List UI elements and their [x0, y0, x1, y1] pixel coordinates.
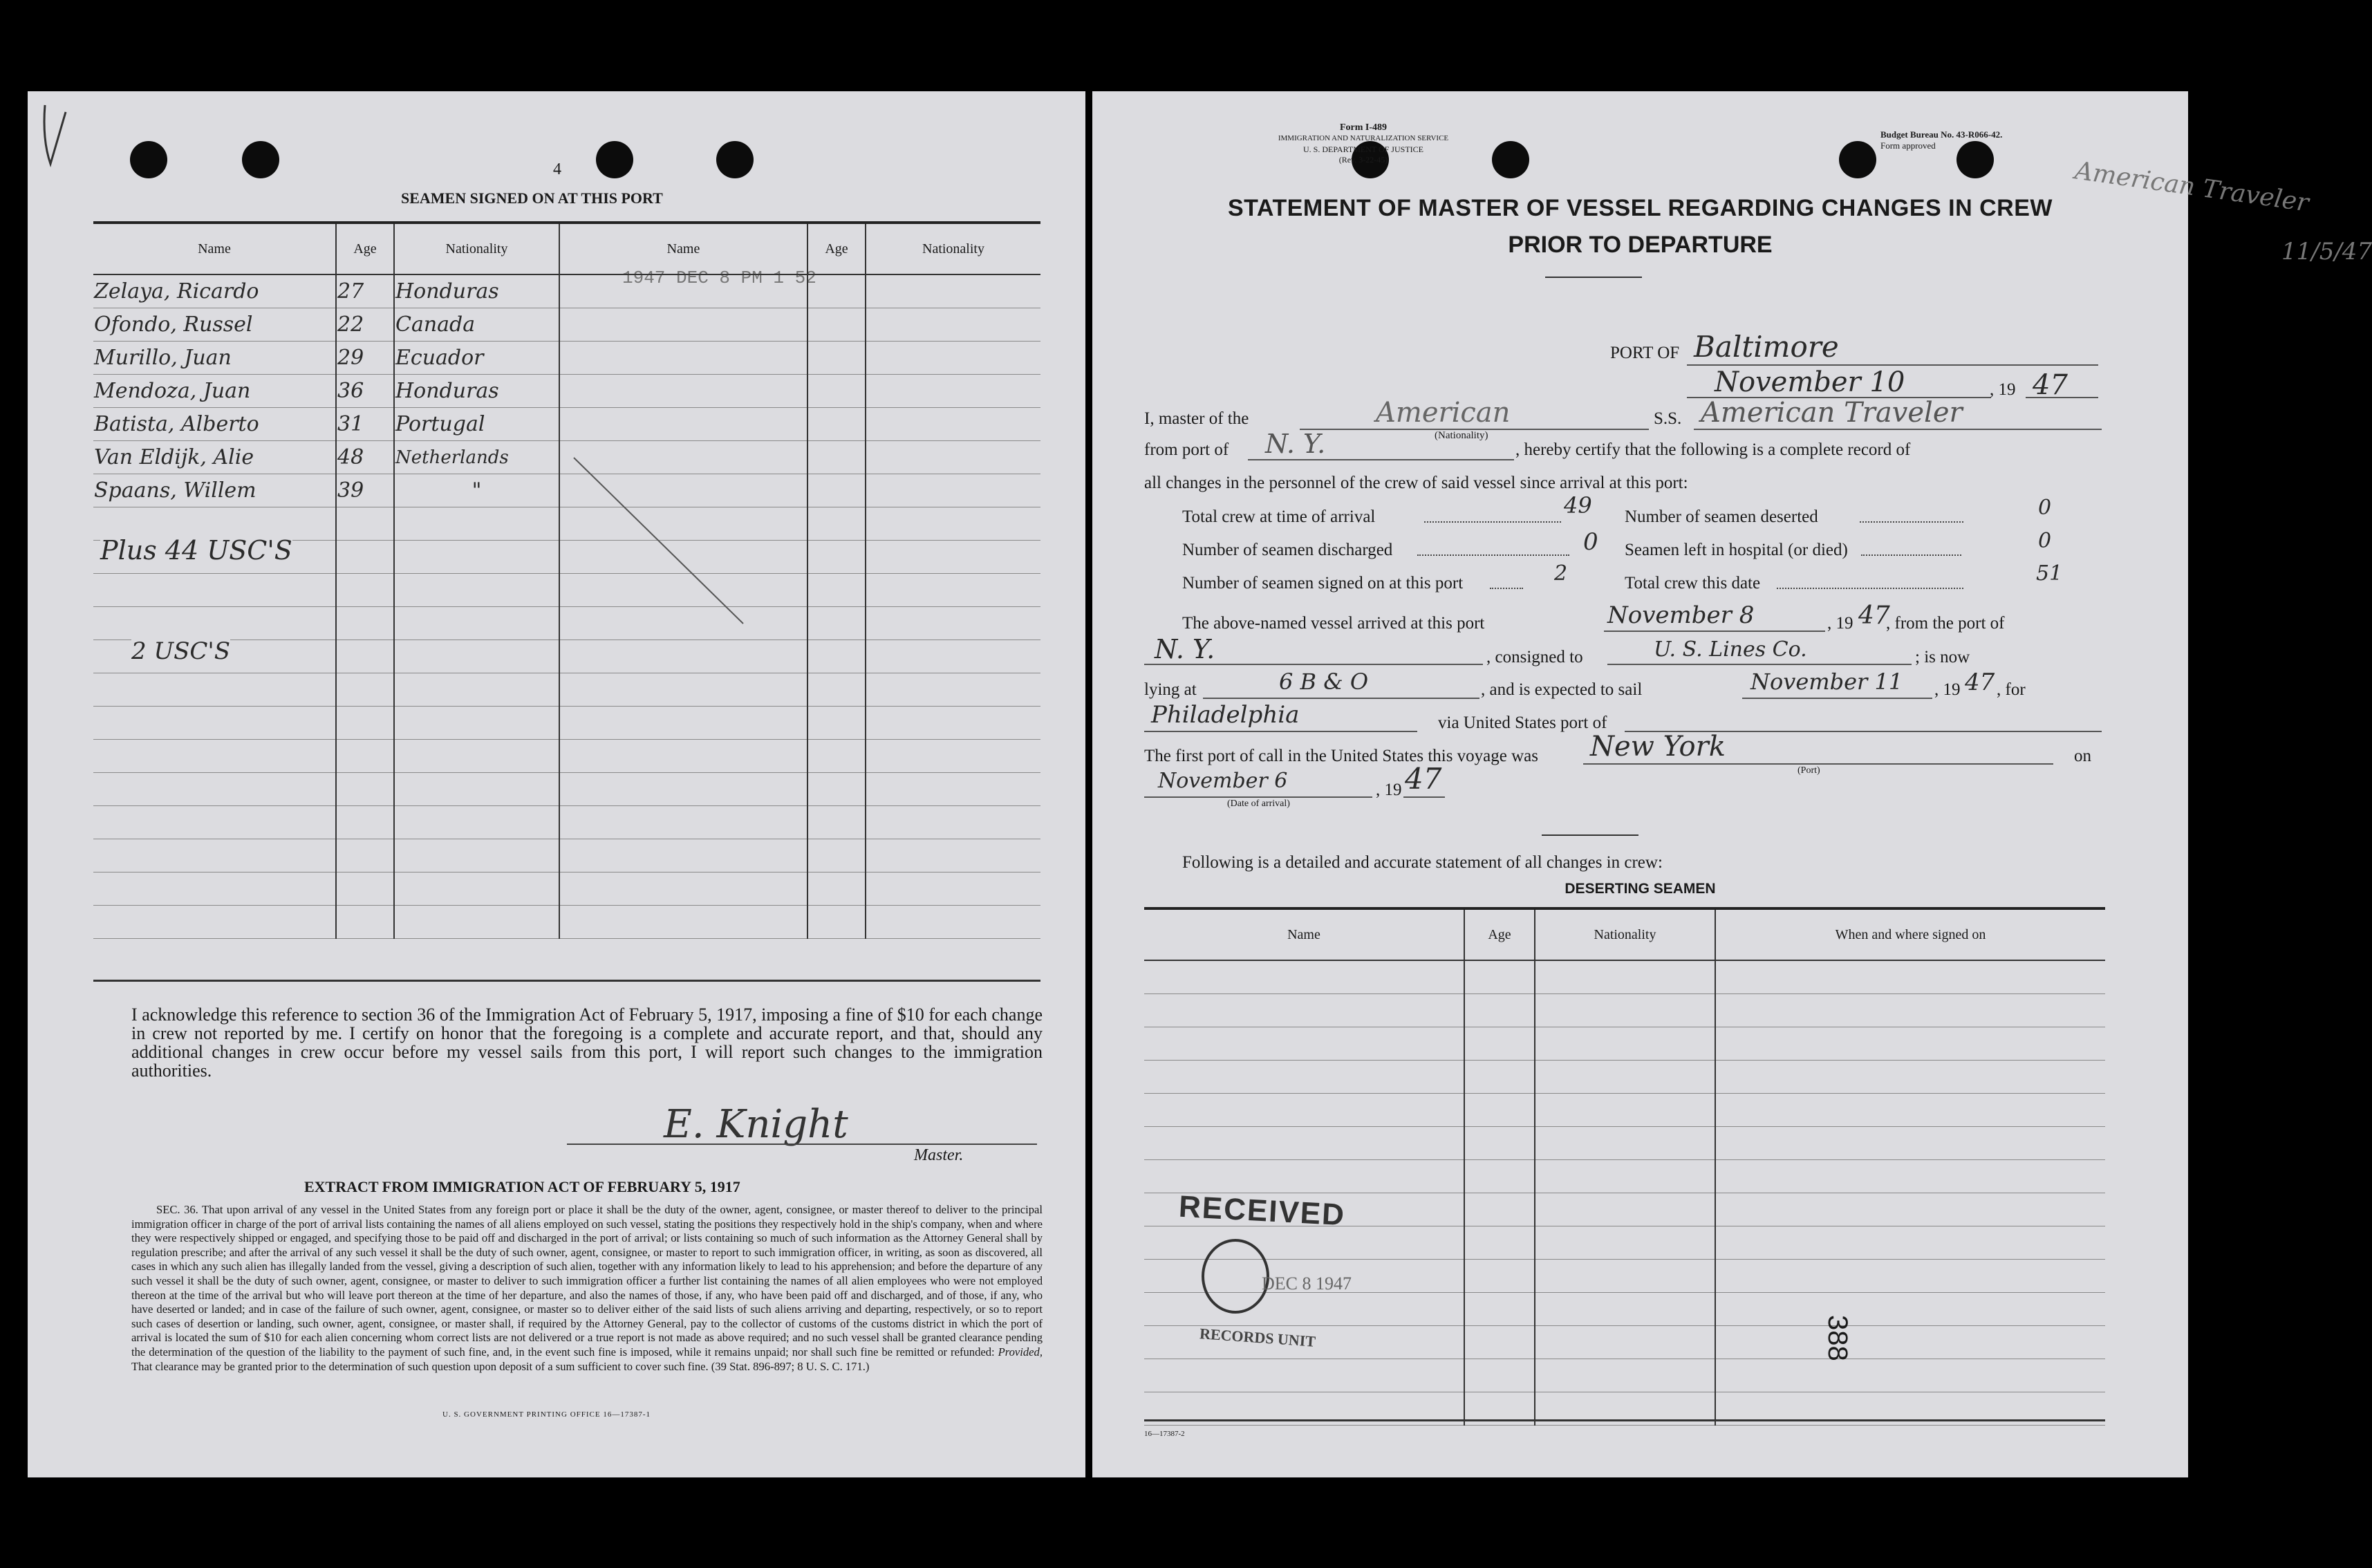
seaman-age: 39 [336, 474, 394, 507]
col-nationality-2: Nationality [866, 224, 1040, 274]
form-title-line2: PRIOR TO DEPARTURE [1508, 232, 1773, 258]
for-underline [1144, 731, 1417, 732]
agency-line1: IMMIGRATION AND NATURALIZATION SERVICE [1278, 134, 1449, 142]
table-row [93, 906, 1040, 939]
via-label: via United States port of [1438, 713, 1607, 732]
discharged-label: Number of seamen discharged [1182, 541, 1393, 559]
from-port-underline [1248, 459, 1514, 460]
total-crew-date-label: Total crew this date [1625, 574, 1761, 592]
seaman-name: Spaans, Willem [93, 474, 336, 507]
dot-leader [1860, 521, 1963, 523]
section-title: SEAMEN SIGNED ON AT THIS PORT [401, 189, 663, 207]
first-port-label: The first port of call in the United States this voyage was [1144, 747, 1539, 765]
col-name: Name [93, 224, 336, 274]
from-port-label: from port of [1144, 440, 1229, 459]
seaman-nationality: Portugal [394, 408, 559, 441]
expected-year-prefix: , 19 [1934, 680, 1961, 699]
master-of-label: I, master of the [1144, 409, 1249, 428]
lying-at-value: 6 B & O [1279, 669, 1369, 695]
col-age: Age [1464, 910, 1535, 960]
seaman-age: 36 [336, 375, 394, 408]
extract-title: EXTRACT FROM IMMIGRATION ACT OF FEBRUARY 5, 1917 [304, 1178, 740, 1195]
margin-number: 388 [1822, 1315, 1853, 1361]
extract-body [131, 1203, 1043, 1374]
table-row [93, 740, 1040, 773]
table-row [93, 640, 1040, 673]
expected-year: 47 [1965, 669, 1995, 696]
punch-hole [716, 141, 754, 178]
year-value: 47 [2033, 369, 2068, 401]
records-stamp: RECORDS UNIT [1199, 1325, 1316, 1350]
seaman-nationality: Netherlands [394, 441, 559, 474]
date-arrival-caption: (Date of arrival) [1227, 799, 1290, 809]
from-the-port-value: N. Y. [1155, 634, 1215, 664]
date-stamp: 1947 DEC 8 PM 1 52 [622, 268, 816, 288]
from-port-value: N. Y. [1265, 429, 1326, 459]
seaman-age: 31 [336, 408, 394, 441]
check-mark [38, 98, 73, 174]
seaman-name: Zelaya, Ricardo [93, 274, 336, 308]
is-now-label: ; is now [1915, 648, 1970, 666]
date-value: November 10 [1715, 366, 1905, 398]
consigned-underline [1607, 664, 1912, 665]
table-row [93, 806, 1040, 839]
seaman-name: Van Eldijk, Alie [93, 441, 336, 474]
table-bottom-rule [93, 980, 1040, 982]
pen-stroke [567, 451, 754, 631]
first-port-year-underline [1403, 796, 1445, 798]
port-label: PORT OF [1610, 344, 1680, 362]
punch-hole [596, 141, 633, 178]
seaman-age: 48 [336, 441, 394, 474]
arrived-label: The above-named vessel arrived at this port [1182, 614, 1485, 633]
total-crew-arrival-label: Total crew at time of arrival [1182, 507, 1376, 526]
punch-hole [1957, 141, 1994, 178]
seaman-nationality: " [394, 474, 559, 507]
table-row [1144, 1293, 2105, 1326]
punch-hole [1839, 141, 1876, 178]
seaman-age: 29 [336, 342, 394, 375]
deserted-value: 0 [2038, 496, 2052, 520]
certify-text2: all changes in the personnel of the crew of said vessel since arrival at this port: [1144, 474, 1688, 492]
note-usc: 2 USC'S [131, 637, 231, 665]
dot-leader [1861, 554, 1961, 556]
first-port-year-prefix: , 19 [1376, 781, 1402, 799]
table-row [93, 773, 1040, 806]
punch-hole [1492, 141, 1529, 178]
port-caption: (Port) [1797, 765, 1820, 776]
seaman-nationality: Canada [394, 308, 559, 342]
table-row [93, 839, 1040, 872]
master-label: Master. [914, 1146, 964, 1164]
lying-at-label: lying at [1144, 680, 1197, 699]
printer-line: U. S. GOVERNMENT PRINTING OFFICE 16—17387-1 [442, 1410, 651, 1419]
punch-hole [130, 141, 167, 178]
form-number: Form I-489 [1339, 122, 1388, 133]
table-row [93, 375, 1040, 408]
deserting-title: DESERTING SEAMEN [1565, 881, 1716, 897]
table-row [93, 673, 1040, 707]
lying-at-underline [1203, 698, 1479, 699]
table-header-row [93, 224, 1040, 274]
seaman-age: 22 [336, 308, 394, 342]
seaman-age: 27 [336, 274, 394, 308]
table-row [1144, 960, 2105, 994]
deserted-label: Number of seamen deserted [1625, 507, 1818, 526]
extract-section-lead: SEC. 36. [156, 1203, 198, 1216]
arrived-year: 47 [1858, 601, 1890, 630]
nationality-value: American [1376, 397, 1511, 429]
bottom-code: 16—17387-2 [1144, 1430, 1185, 1438]
table-row [1144, 1127, 2105, 1160]
stamp-circle [1202, 1239, 1269, 1314]
dot-leader [1777, 588, 1963, 589]
master-signature: E. Knight [664, 1102, 848, 1147]
certify-text: , hereby certify that the following is a complete record of [1515, 440, 1911, 459]
table-row [93, 408, 1040, 441]
form-title-line1: STATEMENT OF MASTER OF VESSEL REGARDING CHANGES IN CREW [1228, 195, 2053, 221]
extract-text: That upon arrival of any vessel in the United States from any foreign port or place it shall be the duty of the owner, agent, consignee, or master thereof to deliver to the principal immigration officer in charge of the port of arrival lists containing the names of all aliens employed on such vessel, stating the positions they respectively hold in the ship's company, when and where they were respectively shipped or engaged, and specifying those to be paid off and discharged in the port of arrival; or lists containing so much of such information as the Attorney General shall by regulation prescribe; and after the arrival of any such vessel it shall be the duty of such owner, agent, consignee, or master to report to such immigration officer, in writing, as soon as discovered, all cases in which any such alien has illegally landed from the vessel, giving a description of such alien, together with any information likely to lead to his apprehension; and before the departure of any such vessel it shall be the duty of such owner, agent, consignee, or master to deliver to such immigration officer a further list containing the names of all alien employees who were not employed thereon at the time of the arrival but who will leave port thereon at the time of her departure, and also the names of those, if any, who have been paid off and discharged, and of those, if any, who have deserted or landed; and in case of the failure of such owner, agent, consignee, or master so to deliver either of the said lists of such aliens arriving and departing, respectively, or so to report such cases of desertion or landing, such owner, agent, consignee, or master shall, if required by the Attorney General, pay to the collector of customs of the customs district in which the port of arrival is located the sum of $10 for each alien concerning whom correct lists are not delivered or a true report is not made as above required; and no such vessel shall be granted clearance pending the determination of the question of the liability to the payment of such fine, and, in the event such fine is imposed, while it remains unpaid; nor shall such fine be remitted or refunded: [131, 1203, 1043, 1359]
expected-label: , and is expected to sail [1481, 680, 1643, 699]
table-row [1144, 1226, 2105, 1260]
agency-line2: U. S. DEPARTMENT OF JUSTICE [1303, 144, 1423, 154]
seaman-name: Ofondo, Russel [93, 308, 336, 342]
table-row [93, 707, 1040, 740]
first-port-date: November 6 [1158, 769, 1288, 793]
title-rule [1545, 277, 1642, 278]
table-row [1144, 1094, 2105, 1127]
col-nationality: Nationality [394, 224, 559, 274]
signature-line [567, 1144, 1037, 1145]
col-age: Age [336, 224, 394, 274]
left-page [28, 91, 1085, 1477]
expected-underline [1742, 698, 1932, 699]
acknowledgment-text: I acknowledge this reference to section 36 of the Immigration Act of February 5, 1917, imposing a fine of $10 for each change in crew not reported by me. I certify on honor that the foregoing is a complete and accurate report, and that, should any additional changes in crew occur before my vessel sails from this port, I will report such changes to the immigration authorities. [131, 1005, 1043, 1081]
seaman-name: Batista, Alberto [93, 408, 336, 441]
signed-on-label: Number of seamen signed on at this port [1182, 574, 1464, 592]
seaman-name: Mendoza, Juan [93, 375, 336, 408]
extract-tail: That clearance may be granted prior to the determination of such question upon deposit of a sum sufficient to cover such fine. (39 Stat. 896-897; 8 U. S. C. 171.) [131, 1359, 870, 1373]
ship-underline [1694, 429, 2102, 430]
hospital-label: Seamen left in hospital (or died) [1625, 541, 1848, 559]
arrived-year-prefix: , 19 [1827, 614, 1853, 633]
year-underline [2026, 397, 2098, 398]
col-name: Name [1144, 910, 1464, 960]
dot-leader [1424, 521, 1561, 523]
punch-hole [242, 141, 279, 178]
col-name-2: Name [559, 224, 807, 274]
port-value: Baltimore [1694, 330, 1839, 364]
total-crew-date-value: 51 [2036, 561, 2063, 586]
seaman-nationality: Honduras [394, 375, 559, 408]
col-when-where: When and where signed on [1715, 910, 2105, 960]
annotation-vessel: American Traveler [2073, 156, 2310, 218]
dot-leader [1417, 554, 1569, 556]
right-page [1092, 91, 2372, 1477]
ss-label: S.S. [1654, 409, 1682, 428]
expected-value: November 11 [1750, 669, 1903, 695]
nationality-caption: (Nationality) [1435, 430, 1488, 441]
deserting-bottom-rule [1144, 1419, 2105, 1421]
consigned-value: U. S. Lines Co. [1654, 637, 1807, 662]
table-row [1144, 1359, 2105, 1392]
table-row [93, 872, 1040, 906]
on-label: on [2074, 747, 2091, 765]
seaman-nationality: Ecuador [394, 342, 559, 375]
dot-leader [1490, 588, 1523, 589]
table-row [1144, 1027, 2105, 1061]
col-age-2: Age [807, 224, 866, 274]
form-approved: Form approved [1880, 140, 1936, 151]
year-prefix: , 19 [1990, 380, 2016, 399]
revision: (Rev. 3-22-45) [1338, 155, 1388, 165]
first-port-year: 47 [1405, 762, 1442, 796]
table-row [93, 342, 1040, 375]
table-header-row [1144, 910, 2105, 960]
following-text: Following is a detailed and accurate statement of all changes in crew: [1182, 853, 1663, 872]
port-underline [1687, 364, 2098, 366]
table-row [1144, 1160, 2105, 1193]
table-row [93, 274, 1040, 308]
table-row [1144, 1061, 2105, 1094]
ship-name: American Traveler [1701, 397, 1963, 429]
seaman-nationality: Honduras [394, 274, 559, 308]
annotation-date: 11/5/47 [2281, 238, 2372, 265]
for-label: , for [1997, 680, 2026, 699]
note-plus-usc: Plus 44 USC'S [100, 535, 292, 566]
for-value: Philadelphia [1151, 701, 1300, 729]
signed-on-value: 2 [1554, 561, 1568, 586]
first-port-value: New York [1590, 731, 1726, 763]
page-number: 4 [553, 160, 561, 178]
budget-bureau: Budget Bureau No. 43-R066-42. [1880, 129, 2003, 140]
consigned-label: , consigned to [1486, 648, 1583, 666]
arrived-value: November 8 [1607, 601, 1755, 629]
from-the-port-underline [1144, 664, 1483, 665]
hospital-value: 0 [2038, 529, 2052, 553]
table-row [93, 308, 1040, 342]
col-nationality: Nationality [1535, 910, 1715, 960]
section-rule [1542, 834, 1638, 836]
discharged-value: 0 [1583, 528, 1598, 556]
from-the-port-label: , from the port of [1886, 614, 2005, 633]
first-port-date-underline [1144, 796, 1372, 798]
extract-proviso: Provided, [998, 1345, 1043, 1359]
total-crew-arrival-value: 49 [1564, 492, 1592, 519]
first-port-underline [1583, 763, 2053, 765]
table-row [1144, 994, 2105, 1027]
received-stamp: RECEIVED [1177, 1189, 1347, 1233]
seaman-name: Murillo, Juan [93, 342, 336, 375]
received-date: DEC 8 1947 [1262, 1273, 1352, 1294]
arrived-underline [1604, 631, 1825, 632]
